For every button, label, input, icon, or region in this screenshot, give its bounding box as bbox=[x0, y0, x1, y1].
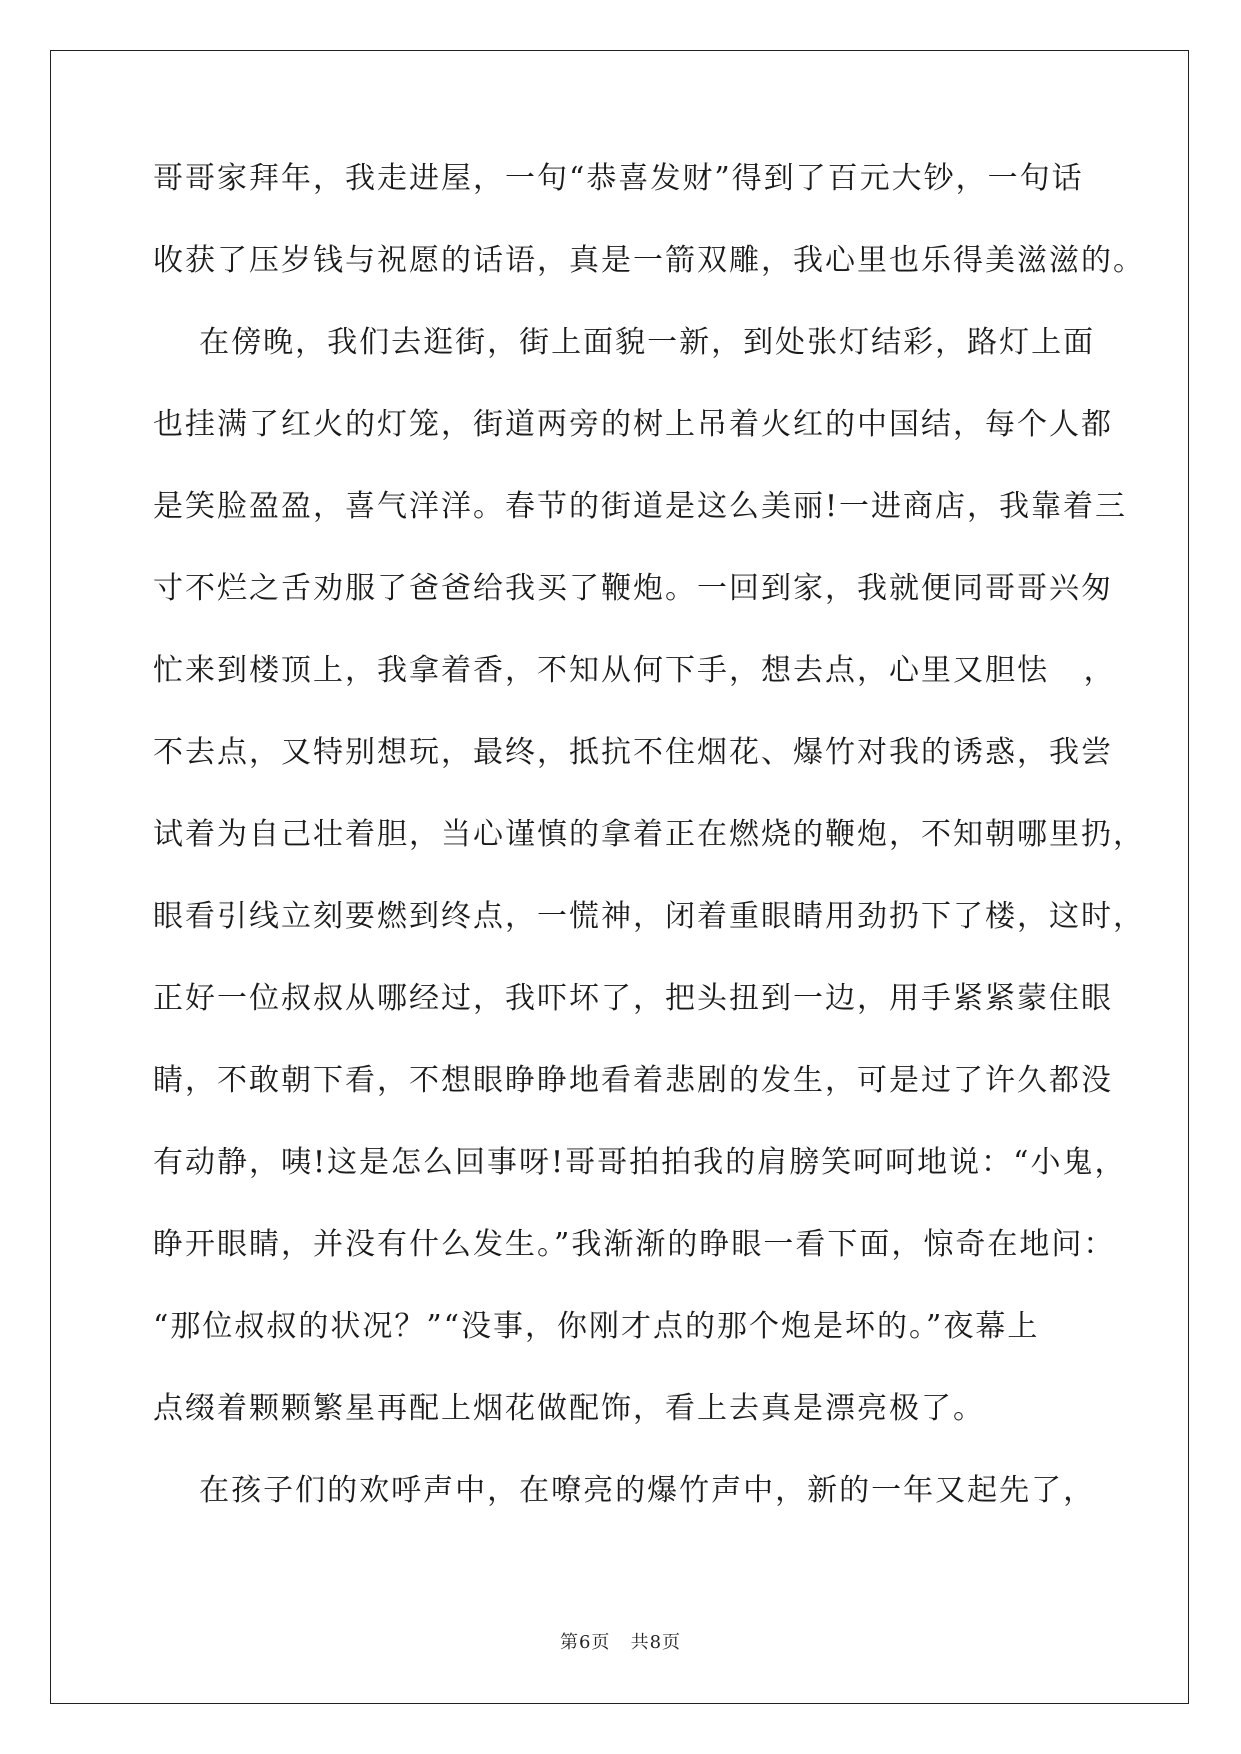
text-line: 收获了压岁钱与祝愿的话语，真是一箭双雕，我心里也乐得美滋滋的。 bbox=[153, 243, 1145, 278]
text-line: 试着为自己壮着胆，当心谨慎的拿着正在燃烧的鞭炮，不知朝哪里扔， bbox=[153, 817, 1145, 852]
document-body bbox=[153, 161, 1145, 1558]
text-line: 也挂满了红火的灯笼，街道两旁的树上吊着火红的中国结，每个人都 bbox=[153, 407, 1113, 442]
page-number-label: 第6页 共8页 bbox=[559, 1632, 682, 1653]
text-line: 点缀着颗颗繁星再配上烟花做配饰，看上去真是漂亮极了。 bbox=[153, 1391, 985, 1426]
text-line: 睛，不敢朝下看，不想眼睁睁地看着悲剧的发生，可是过了许久都没 bbox=[153, 1063, 1113, 1098]
text-line: 有动静，咦!这是怎么回事呀!哥哥拍拍我的肩膀笑呵呵地说：“小鬼， bbox=[153, 1145, 1127, 1180]
text-line: “那位叔叔的状况？”“没事，你刚才点的那个炮是坏的。”夜幕上 bbox=[153, 1309, 1040, 1344]
text-line: 在孩子们的欢呼声中，在嘹亮的爆竹声中，新的一年又起先了， bbox=[153, 1473, 1096, 1508]
text-line: 睁开眼睛，并没有什么发生。”我渐渐的睁眼一看下面，惊奇在地问： bbox=[153, 1227, 1116, 1262]
text-line: 眼看引线立刻要燃到终点，一慌神，闭着重眼睛用劲扔下了楼，这时， bbox=[153, 899, 1145, 934]
text-line: 是笑脸盈盈，喜气洋洋。春节的街道是这么美丽!一进商店，我靠着三 bbox=[153, 489, 1128, 524]
text-line: 不去点，又特别想玩，最终，抵抗不住烟花、爆竹对我的诱惑，我尝 bbox=[153, 735, 1113, 770]
text-line: 在傍晚，我们去逛街，街上面貌一新，到处张灯结彩，路灯上面 bbox=[153, 325, 1096, 360]
text-line: 正好一位叔叔从哪经过，我吓坏了，把头扭到一边，用手紧紧蒙住眼 bbox=[153, 981, 1113, 1016]
text-line: 哥哥家拜年，我走进屋，一句“恭喜发财”得到了百元大钞，一句话 bbox=[153, 161, 1084, 196]
text-line: 忙来到楼顶上，我拿着香，不知从何下手，想去点，心里又胆怯 ， bbox=[153, 653, 1116, 688]
page-number-footer bbox=[0, 1628, 1241, 1654]
text-line: 寸不烂之舌劝服了爸爸给我买了鞭炮。一回到家，我就便同哥哥兴匆 bbox=[153, 571, 1113, 606]
